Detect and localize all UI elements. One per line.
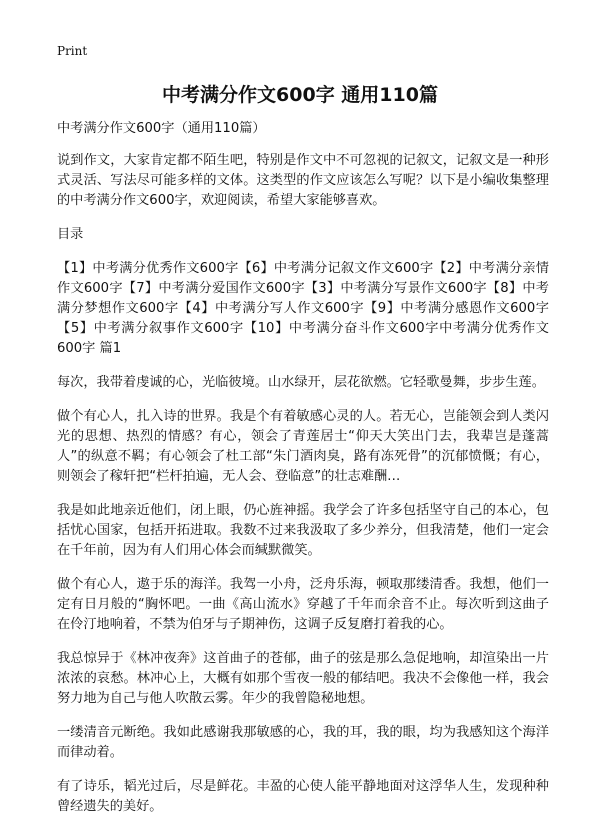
document-body bbox=[57, 119, 549, 831]
body-paragraph-5: 我总惊异于《林冲夜奔》这首曲子的苍郁，曲子的弦是那么急促地响，却渲染出一片浓浓的哀愁。林冲心上，大概有如那个雪夜一般的郁结吧。我决不会像他一样，我会努力地为自己与他人吹散云雾。年少的我曾隐秘地想。 bbox=[57, 651, 549, 706]
body-paragraph-2: 做个有心人，扎入诗的世界。我是个有着敏感心灵的人。若无心，岂能领会到人类闪光的思想、热烈的情感？有心，领会了青莲居士“仰天大笑出门去，我辈岂是蓬蒿人”的纵意不羁；有心领会了杜工部“朱门酒肉臭，路有冻死骨”的沉郁愤慨；有心，则领会了稼轩把“栏杆拍遍，无人会、登临意”的壮志难酬… bbox=[57, 409, 549, 484]
body-paragraph-3: 我是如此地亲近他们，闭上眼，仍心旌神摇。我学会了许多包括坚守自己的本心，包括忧心国家，包括开拓进取。我数不过来我汲取了多少养分，但我清楚，他们一定会在千年前，因为有人们用心体会而缄默微笑。 bbox=[57, 503, 549, 558]
body-paragraph-1: 每次，我带着虔诚的心，光临彼境。山水绿开，层花欲燃。它轻歌曼舞，步步生莲。 bbox=[57, 375, 545, 390]
intro-paragraph: 说到作文，大家肯定都不陌生吧，特别是作文中不可忽视的记叙文，记叙文是一种形式灵活、写法尽可能多样的文体。这类型的作文应该怎么写呢？以下是小编收集整理的中考满分作文600字，欢迎阅读，希望大家能够喜欢。 bbox=[57, 153, 549, 208]
toc-list: 【1】中考满分优秀作文600字【6】中考满分记叙文作文600字【2】中考满分亲情作文600字【7】中考满分爱国作文600字【3】中考满分写景作文600字【8】中考满分梦想作文600字【4】中考满分写人作文600字【9】中考满分感恩作文600字【5】中考满分叙事作文600字【10】中考满分奋斗作文600字中考满分优秀作文600字 篇1 bbox=[57, 261, 549, 356]
body-paragraph-6: 一缕清音元断绝。我如此感谢我那敏感的心，我的耳，我的眼，均为我感知这个海洋而律动着。 bbox=[57, 725, 549, 760]
body-paragraph-4: 做个有心人，遨于乐的海洋。我驾一小舟，泛舟乐海，顿取那缕清香。我想，他们一定有日月般的“胸怀吧。一曲《高山流水》穿越了千年而余音不止。每次听到这曲子在伶汀地响着，不禁为伯牙与子期神伤，这调子反复磨打着我的心。 bbox=[57, 577, 549, 632]
document-subtitle: 中考满分作文600字（通用110篇） bbox=[57, 121, 266, 136]
print-label: Print bbox=[57, 44, 88, 58]
toc-heading: 目录 bbox=[57, 227, 84, 242]
body-paragraph-7: 有了诗乐，韬光过后，尽是鲜花。丰盈的心使人能平静地面对这浮华人生，发现种种曾经遗失的美好。 bbox=[57, 779, 549, 814]
page-title: 中考满分作文600字 通用110篇 bbox=[162, 84, 438, 106]
